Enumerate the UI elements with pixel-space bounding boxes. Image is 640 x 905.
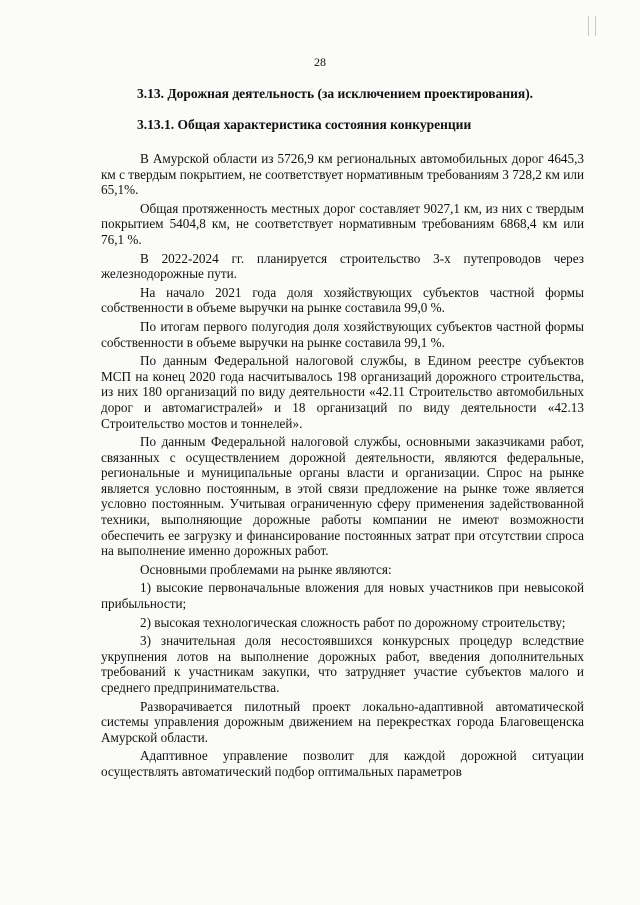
list-item-problem-1: 1) высокие первоначальные вложения для новых участников при невысокой прибыльности;: [101, 580, 584, 612]
page-number: 28: [314, 55, 326, 69]
paragraph-local-roads: Общая протяженность местных дорог составляет 9027,1 км, из них с твердым покрытием 5404,8 км, не соответствует нормативным требованиям 6868,4 км или 76,1 %.: [101, 200, 584, 247]
paragraph-msp-registry: По данным Федеральной налоговой службы, в Едином реестре субъектов МСП на конец 2020 года насчитывалось 198 организаций дорожного строительства, из них 180 организаций по виду деятельности «42.11 Строительство автомобильных дорог и автомагистралей» и 18 организаций по виду деятельности «42.13 Строительство мостов и тоннелей».: [101, 353, 584, 431]
paragraph-adaptive-control: Адаптивное управление позволит для каждой дорожной ситуации осуществлять автоматический подбор оптимальных параметров: [101, 748, 584, 779]
paragraph-regional-roads: В Амурской области из 5726,9 км региональных автомобильных дорог 4645,3 км с твердым покрытием, не соответствует нормативным требованиям 3 728,2 км или 65,1%.: [101, 151, 584, 198]
section-subtitle: 3.13.1. Общая характеристика состояния конкуренции: [137, 117, 472, 132]
paragraph-pilot-project: Разворачивается пилотный проект локально-адаптивной автоматической системы управления дорожным движением на перекрестках города Благовещенска Амурской области.: [101, 698, 584, 745]
paragraph-private-share-2021: На начало 2021 года доля хозяйствующих субъектов частной формы собственности в объеме выручки на рынке составила 99,0 %.: [101, 284, 584, 316]
list-item-problem-3: 3) значительная доля несостоявшихся конкурсных процедур вследствие укрупнения лотов на выполнение дорожных работ, введения дополнительных требований к участникам закупки, что затрудняет участие субъектов малого и среднего предпринимательства.: [101, 633, 584, 695]
list-item-problem-2: 2) высокая технологическая сложность работ по дорожному строительству;: [140, 614, 566, 630]
document-body: [101, 85, 584, 783]
paragraph-customers: По данным Федеральной налоговой службы, основными заказчиками работ, связанных с осуществлением дорожной деятельности, являются федеральные, региональные и муниципальные органы власти и организации. Спрос на рынке является условно постоянным, в этой связи предложение на рынке тоже является условно постоянным. Учитывая ограниченную сферу применения задействованной техники, выполняющие дорожные работы компании не имеют возможности обеспечить ее загрузку и финансирование постоянных затрат при отсутствии спроса на выполнение именно дорожных работ.: [101, 434, 584, 559]
section-title: 3.13. Дорожная деятельность (за исключением проектирования).: [137, 86, 534, 101]
punch-hole-mark: [588, 16, 596, 36]
paragraph-problems-intro: Основными проблемами на рынке являются:: [140, 561, 392, 577]
paragraph-private-share-half-year: По итогам первого полугодия доля хозяйствующих субъектов частной формы собственности в объеме выручки на рынке составила 99,1 %.: [101, 318, 584, 350]
paragraph-overpasses: В 2022-2024 гг. планируется строительство 3-х путепроводов через железнодорожные пути.: [101, 250, 584, 282]
